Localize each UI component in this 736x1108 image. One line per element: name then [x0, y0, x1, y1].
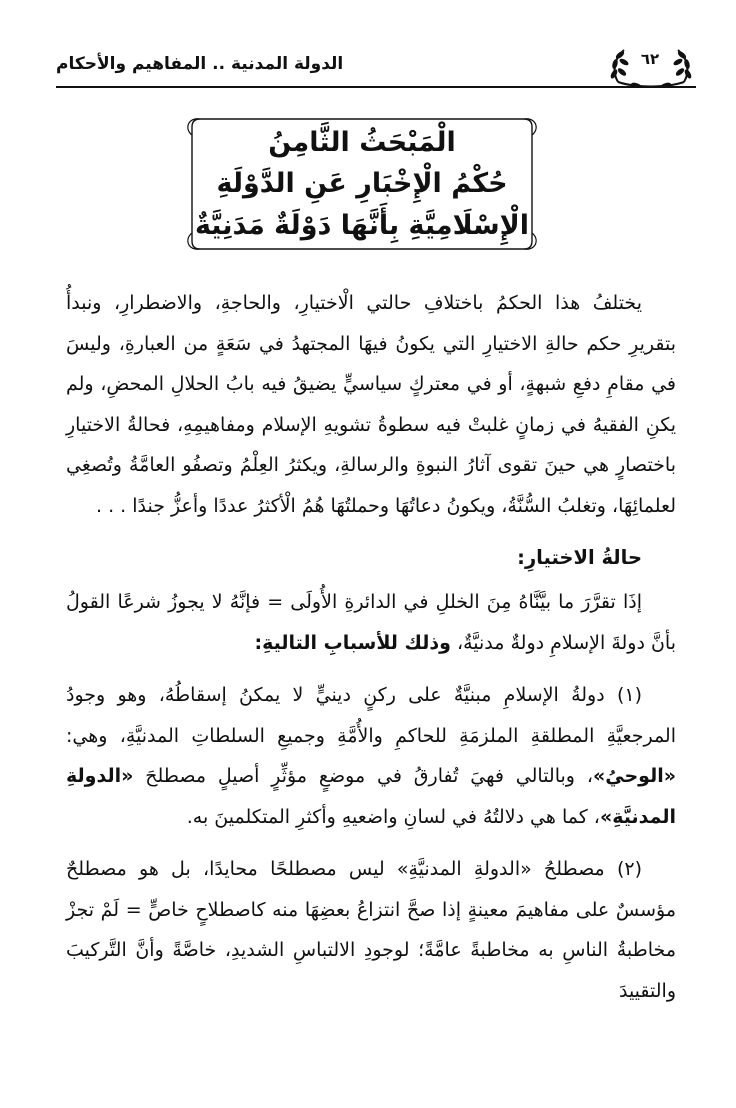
page-number: ٦٢ — [640, 50, 660, 68]
chapter-title-box — [186, 113, 538, 255]
section-paragraph-bold: وذلك للأسبابِ التاليةِ: — [254, 631, 451, 654]
reason-1-term-civil-state: «الدولةِ المدنيَّةِ» — [66, 765, 676, 828]
reason-1-text-a: (١) دولةُ الإسلامِ مبنيَّةٌ على ركنٍ دينيٍّ لا يمكنُ إسقاطُهُ، وهو وجودُ المرجعيَّةِ المطلقةِ الملزمَةِ للحاكمِ والأُمَّةِ وجميعِ السلطاتِ المدنيَّةِ، وهي: — [66, 684, 676, 747]
running-title: الدولة المدنية .. المفاهيم والأحكام — [56, 54, 344, 74]
section-paragraph-text: إذَا تقرَّرَ ما بيَّنَّاهُ مِنَ الخللِ في الدائرةِ الأُولَى = فإنَّهُ لا يجوزُ شرعًا القولُ بأنَّ دولةَ الإسلامِ دولةٌ مدنيَّةٌ، — [66, 591, 676, 654]
reason-1-text-b: ، وبالتالي فهيَ تُفارقُ في موضعٍ مؤثِّرٍ أصيلٍ مصطلحَ — [133, 765, 593, 787]
header-rule — [56, 86, 696, 88]
body-text — [66, 283, 676, 1011]
reason-1-text-c: ، كما هي دلالتُهُ في لسانِ واضعيهِ وأكثرِ المتكلمينَ به. — [186, 805, 600, 828]
section-paragraph — [66, 582, 676, 663]
reason-2-paragraph: (٢) مصطلحُ «الدولةِ المدنيَّةِ» ليس مصطلحًا محايدًا، بل هو مصطلحٌ مؤسسٌ على مفاهيمَ معينةٍ إذا صحَّ انتزاعُ بعضِهَا منه كاصطلاحٍ خاصٍّ = لَمْ تجزْ مخاطبةُ الناسِ به مخاطبةً عامَّةً؛ لوجودِ الالتباسِ الشديدِ، خاصَّةً وأنَّ التَّركيبَ والتقييدَ — [66, 858, 676, 1002]
chapter-number: الْمَبْحَثُ الثَّامِنُ — [268, 127, 456, 158]
reason-1-term-wahy: «الوحيُ» — [592, 765, 676, 787]
running-header — [56, 42, 696, 92]
chapter-title-line-2: الْإِسْلَامِيَّةِ بِأَنَّهَا دَوْلَةٌ مَدَنِيَّةٌ — [194, 210, 530, 241]
chapter-title-line-1: حُكْمُ الْإِخْبَارِ عَنِ الدَّوْلَةِ — [216, 168, 508, 199]
section-heading: حالةُ الاختيارِ: — [517, 546, 642, 569]
intro-paragraph: يختلفُ هذا الحكمُ باختلافِ حالتي الْاختيارِ، والحاجةِ، والاضطرارِ، ونبدأُ بتقريرِ حكم حالةِ الاختيارِ التي يكونُ فيهَا المجتهدُ في سَعَةٍ من العبارةِ، وليسَ في مقامِ دفعِ شبهةٍ، أو في معتركٍ سياسيٍّ يضيقُ فيه بابُ الحلالِ المحضِ، ولم يكنِ الفقيهُ في زمانٍ غلبتْ فيه سطوةُ تشويهِ الإسلام ومفاهيمِهِ، فحالةُ الاختيارِ باختصارٍ هي حينَ تقوى آثارُ النبوةِ والرسالةِ، ويكثرُ العِلْمُ وتصفُو العامَّةُ وتُصغِي لعلمائِهَا، وتغلبُ السُّنَّةُ، ويكونُ دعاتُهَا وحملتُهَا هُمُ الْأكثرُ عددًا وأعزُّ جندًا . . . — [66, 292, 676, 517]
reason-1-paragraph — [66, 675, 676, 837]
